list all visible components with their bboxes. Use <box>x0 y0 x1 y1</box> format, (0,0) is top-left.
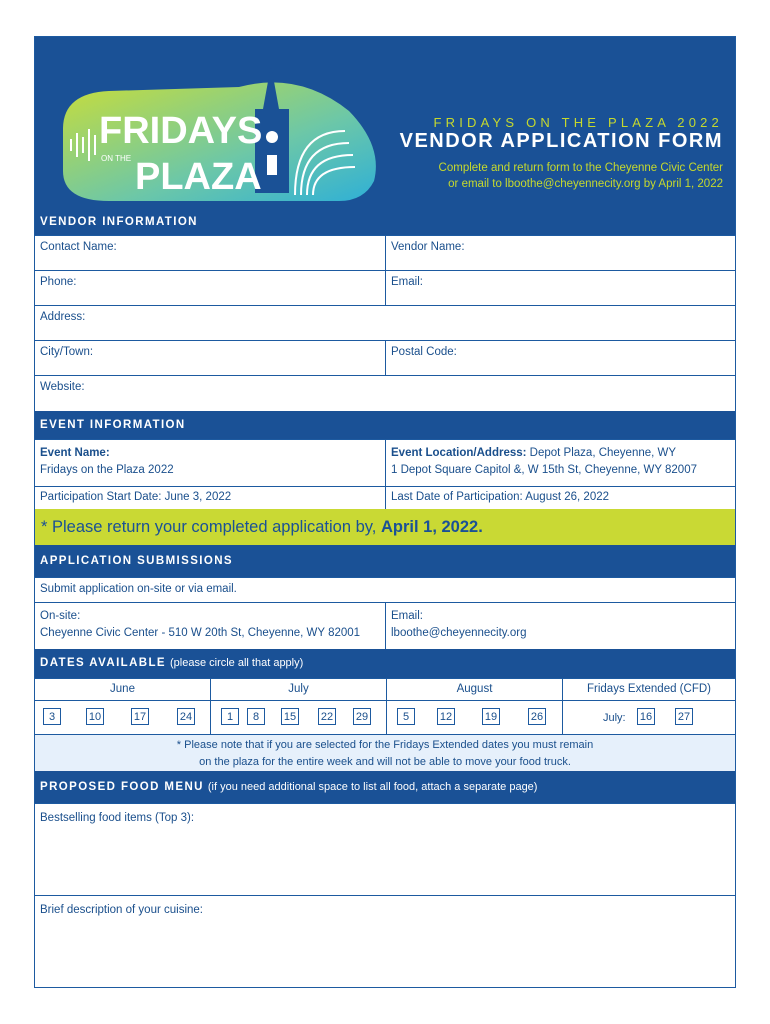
logo-text-fridays: FRIDAYS <box>99 110 263 152</box>
postal-code-field[interactable] <box>386 341 735 375</box>
section-proposed-food-menu <box>35 771 735 803</box>
cuisine-description-label: Brief description of your cuisine: <box>40 904 203 916</box>
june-header: June <box>110 683 135 695</box>
subtitle-line-1: Complete and return form to the Cheyenne Civic Center <box>438 162 723 174</box>
deadline-date: April 1, 2022. <box>380 518 483 536</box>
vendor-name-field[interactable] <box>386 236 735 270</box>
event-location-value-1: Depot Plaza, Cheyenne, WY <box>529 447 677 459</box>
participation-start-date: Participation Start Date: June 3, 2022 <box>40 491 232 503</box>
submission-email-link[interactable]: lboothe@cheyennecity.org <box>391 627 527 639</box>
dates-note: (please circle all that apply) <box>170 657 304 669</box>
date-cfd-july-16[interactable]: 16 <box>637 708 655 725</box>
onsite-address: Cheyenne Civic Center - 510 W 20th St, Cheyenne, WY 82001 <box>40 627 361 639</box>
event-location-value-2: 1 Depot Square Capitol &, W 15th St, Cheyenne, WY 82007 <box>391 464 697 476</box>
contact-name-label: Contact Name: <box>40 241 117 253</box>
last-participation-date: Last Date of Participation: August 26, 2022 <box>391 491 610 503</box>
start-date-cell <box>35 487 385 509</box>
fridays-extended-note <box>35 734 735 771</box>
city-label: City/Town: <box>40 346 94 358</box>
submission-intro: Submit application on-site or via email. <box>40 583 237 595</box>
email-submission-cell <box>386 603 735 649</box>
row-month-headers <box>35 678 735 700</box>
form-subtitle <box>439 160 723 192</box>
dates-heading: DATES AVAILABLE <box>40 657 166 669</box>
date-august-26[interactable]: 26 <box>528 708 546 725</box>
address-field[interactable] <box>35 306 735 340</box>
event-name-value: Fridays on the Plaza 2022 <box>40 464 174 476</box>
deadline-text: * Please return your completed application by, <box>41 518 377 536</box>
event-name-label: Event Name: <box>40 447 110 459</box>
date-june-24[interactable]: 24 <box>177 708 195 725</box>
email-field[interactable] <box>386 271 735 305</box>
fridays-on-the-plaza-logo <box>49 51 379 203</box>
menu-heading: PROPOSED FOOD MENU <box>40 781 204 793</box>
onsite-cell <box>35 603 385 649</box>
date-june-17[interactable]: 17 <box>131 708 149 725</box>
row-phone-email <box>35 270 735 305</box>
postal-code-label: Postal Code: <box>391 346 457 358</box>
date-june-3[interactable]: 3 <box>43 708 61 725</box>
row-date-options <box>35 700 735 734</box>
logo-text-on-the: ON THE <box>101 154 132 163</box>
row-city-postal <box>35 340 735 375</box>
row-submission-methods <box>35 602 735 649</box>
event-location-cell <box>386 440 735 486</box>
phone-label: Phone: <box>40 276 77 288</box>
bestselling-items-field[interactable] <box>35 803 735 895</box>
form-eyebrow: FRIDAYS ON THE PLAZA 2022 <box>433 115 723 130</box>
date-july-15[interactable]: 15 <box>281 708 299 725</box>
page-title: VENDOR APPLICATION FORM <box>399 130 723 152</box>
email-label: Email: <box>391 276 423 288</box>
cfd-july-prefix: July: <box>603 712 626 724</box>
address-label: Address: <box>40 311 86 323</box>
row-event-name-location <box>35 439 735 486</box>
date-july-29[interactable]: 29 <box>353 708 371 725</box>
row-contact-vendor <box>35 235 735 270</box>
form-header <box>35 37 735 210</box>
row-submission-intro <box>35 577 735 602</box>
row-address <box>35 305 735 340</box>
date-june-10[interactable]: 10 <box>86 708 104 725</box>
date-july-22[interactable]: 22 <box>318 708 336 725</box>
vendor-application-form <box>34 36 736 988</box>
event-location-label: Event Location/Address: <box>391 447 527 459</box>
last-date-cell <box>386 487 735 509</box>
website-field[interactable] <box>35 376 735 410</box>
website-label: Website: <box>40 381 85 393</box>
submission-email-label: Email: <box>391 610 423 622</box>
extended-note-line-1: * Please note that if you are selected for the Fridays Extended dates you must remain <box>176 739 594 751</box>
city-field[interactable] <box>35 341 385 375</box>
bestselling-items-label: Bestselling food items (Top 3): <box>40 812 195 824</box>
august-header: August <box>456 683 493 695</box>
date-july-8[interactable]: 8 <box>247 708 265 725</box>
subtitle-line-2: or email to lboothe@cheyennecity.org by April 1, 2022 <box>448 178 723 190</box>
row-participation-dates <box>35 486 735 509</box>
logo-text-plaza: PLAZA <box>135 156 262 198</box>
date-august-12[interactable]: 12 <box>437 708 455 725</box>
section-dates-available <box>35 649 735 678</box>
july-header: July <box>288 683 309 695</box>
date-cfd-july-27[interactable]: 27 <box>675 708 693 725</box>
event-name-cell <box>35 440 385 486</box>
extended-note-line-2: on the plaza for the entire week and will not be able to move your food truck. <box>199 756 571 768</box>
cuisine-description-field[interactable] <box>35 895 735 987</box>
vendor-name-label: Vendor Name: <box>391 241 465 253</box>
date-august-19[interactable]: 19 <box>482 708 500 725</box>
menu-note: (if you need additional space to list all food, attach a separate page) <box>207 781 538 793</box>
fridays-extended-header: Fridays Extended (CFD) <box>587 683 711 695</box>
section-application-submissions: APPLICATION SUBMISSIONS <box>35 545 735 577</box>
row-website <box>35 375 735 410</box>
onsite-label: On-site: <box>40 610 81 622</box>
date-august-5[interactable]: 5 <box>397 708 415 725</box>
section-vendor-information: VENDOR INFORMATION <box>35 210 735 235</box>
phone-field[interactable] <box>35 271 385 305</box>
section-event-information: EVENT INFORMATION <box>35 411 735 439</box>
contact-name-field[interactable] <box>35 236 385 270</box>
date-july-1[interactable]: 1 <box>221 708 239 725</box>
deadline-banner <box>35 509 735 545</box>
